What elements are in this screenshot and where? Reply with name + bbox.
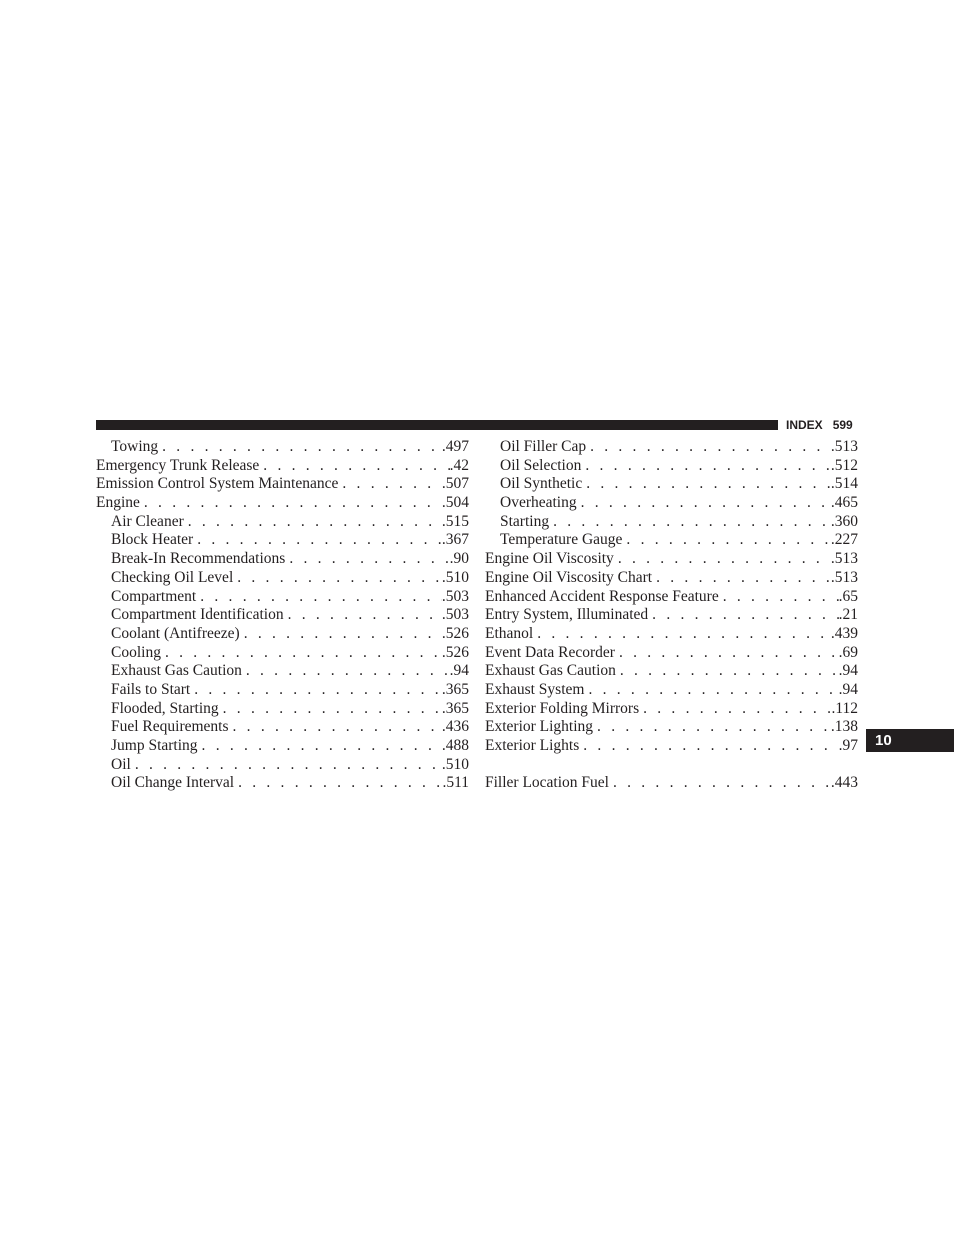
index-entry bbox=[96, 531, 469, 550]
index-term: Jump Starting bbox=[111, 737, 198, 754]
index-term: Overheating bbox=[500, 494, 577, 512]
dot-leader bbox=[586, 475, 831, 494]
index-page-ref: .227 bbox=[830, 531, 858, 549]
index-page-ref: .515 bbox=[441, 512, 469, 530]
page-number: 599 bbox=[832, 418, 853, 432]
index-entry bbox=[96, 475, 469, 494]
index-entry bbox=[96, 625, 469, 644]
index-term: Starting bbox=[500, 512, 550, 530]
dot-leader bbox=[643, 700, 831, 719]
index-page-ref: .507 bbox=[441, 475, 469, 493]
index-entry bbox=[96, 681, 469, 700]
index-entry bbox=[485, 457, 858, 476]
index-term: Exterior Folding Mirrors bbox=[485, 699, 640, 717]
dot-leader bbox=[618, 550, 831, 569]
index-term: Filler Location Fuel bbox=[485, 774, 609, 792]
index-page-ref: .138 bbox=[830, 718, 858, 736]
dot-leader bbox=[135, 756, 442, 775]
dot-leader bbox=[244, 625, 442, 644]
index-entry bbox=[96, 438, 469, 457]
index-term: Compartment bbox=[111, 587, 197, 605]
dot-leader bbox=[237, 569, 442, 588]
dot-leader bbox=[342, 475, 441, 494]
running-header bbox=[786, 417, 853, 433]
index-page-ref: .65 bbox=[838, 587, 858, 605]
dot-leader bbox=[233, 718, 442, 737]
index-page-ref: .510 bbox=[441, 568, 469, 586]
index-entry bbox=[485, 569, 858, 588]
dot-leader bbox=[197, 531, 442, 550]
index-entry bbox=[485, 774, 858, 793]
dot-leader bbox=[246, 662, 450, 681]
dot-leader bbox=[590, 438, 831, 457]
index-page-ref: .367 bbox=[441, 531, 469, 549]
dot-leader bbox=[289, 550, 449, 569]
index-term: Engine Oil Viscosity Chart bbox=[485, 568, 653, 586]
index-term: Oil Change Interval bbox=[111, 774, 235, 792]
index-term: Break-In Recommendations bbox=[111, 550, 286, 568]
dot-leader bbox=[202, 737, 442, 756]
index-term: Fuel Requirements bbox=[111, 718, 229, 736]
index-term: Temperature Gauge bbox=[500, 531, 623, 549]
dot-leader bbox=[165, 644, 442, 663]
index-entry bbox=[96, 569, 469, 588]
index-entry bbox=[96, 588, 469, 607]
index-page-ref: .439 bbox=[830, 624, 858, 642]
index-term: Checking Oil Level bbox=[111, 568, 234, 586]
index-term: Oil Synthetic bbox=[500, 475, 583, 493]
index-term: Event Data Recorder bbox=[485, 643, 615, 661]
index-page-ref: .497 bbox=[441, 438, 469, 455]
index-term: Emission Control System Maintenance bbox=[96, 475, 339, 493]
index-page-ref: .69 bbox=[838, 643, 858, 661]
dot-leader bbox=[583, 737, 838, 756]
dot-leader bbox=[194, 681, 442, 700]
index-page-ref: .511 bbox=[442, 774, 469, 792]
index-entry bbox=[485, 700, 858, 719]
index-entry bbox=[96, 737, 469, 756]
dot-leader bbox=[238, 774, 442, 793]
dot-leader bbox=[288, 606, 442, 625]
dot-leader bbox=[613, 774, 831, 793]
header-rule bbox=[96, 420, 778, 430]
index-page-ref: .360 bbox=[830, 512, 858, 530]
index-term: Exterior Lights bbox=[485, 737, 580, 754]
dot-leader bbox=[620, 662, 839, 681]
index-term: Exhaust System bbox=[485, 680, 585, 698]
index-term: Exhaust Gas Caution bbox=[111, 662, 242, 680]
chapter-tab: 10 bbox=[866, 729, 954, 752]
index-page-ref: .488 bbox=[441, 737, 469, 754]
index-term: Exhaust Gas Caution bbox=[485, 662, 616, 680]
index-term: Cooling bbox=[111, 643, 161, 661]
dot-leader bbox=[597, 718, 831, 737]
index-page-ref: .90 bbox=[449, 550, 469, 568]
index-entry bbox=[96, 644, 469, 663]
dot-leader bbox=[553, 513, 831, 532]
index-term: Engine Oil Viscosity bbox=[485, 550, 614, 568]
index-page-ref: .513 bbox=[830, 550, 858, 568]
index-page-ref: .42 bbox=[449, 456, 469, 474]
index-page-ref: .443 bbox=[830, 774, 858, 792]
dot-leader bbox=[581, 494, 831, 513]
index-term: Compartment Identification bbox=[111, 606, 284, 624]
index-term: Engine bbox=[96, 494, 140, 512]
index-entry bbox=[96, 513, 469, 532]
dot-leader bbox=[200, 588, 442, 607]
index-term: Fails to Start bbox=[111, 680, 191, 698]
index-page-ref: .503 bbox=[441, 606, 469, 624]
dot-leader bbox=[588, 681, 838, 700]
index-page-ref: .526 bbox=[441, 643, 469, 661]
dot-leader bbox=[585, 457, 831, 476]
index-entry bbox=[96, 662, 469, 681]
index-entry bbox=[96, 550, 469, 569]
dot-leader bbox=[723, 588, 839, 607]
index-term: Entry System, Illuminated bbox=[485, 606, 649, 624]
index-term: Oil Selection bbox=[500, 456, 582, 474]
index-term: Coolant (Antifreeze) bbox=[111, 624, 240, 642]
index-entry bbox=[96, 774, 469, 793]
index-page-ref: .94 bbox=[838, 680, 858, 698]
index-column-left bbox=[96, 438, 469, 793]
dot-leader bbox=[626, 531, 830, 550]
index-page-ref: .112 bbox=[831, 699, 858, 717]
index-entry bbox=[485, 531, 858, 550]
index-entry bbox=[96, 718, 469, 737]
index-entry bbox=[485, 475, 858, 494]
index-page-ref: .94 bbox=[449, 662, 469, 680]
dot-leader bbox=[162, 438, 442, 457]
index-entry bbox=[485, 681, 858, 700]
index-entry bbox=[96, 457, 469, 476]
index-page-ref: .436 bbox=[441, 718, 469, 736]
index-entry bbox=[485, 438, 858, 457]
index-entry bbox=[485, 606, 858, 625]
index-entry bbox=[485, 494, 858, 513]
dot-leader bbox=[223, 700, 442, 719]
index-page-ref: .514 bbox=[830, 475, 858, 493]
index-page-ref: .526 bbox=[441, 624, 469, 642]
index-term: Towing bbox=[111, 438, 159, 455]
index-term: Exterior Lighting bbox=[485, 718, 594, 736]
index-entry bbox=[96, 756, 469, 775]
index-entry bbox=[485, 662, 858, 681]
index-entry bbox=[485, 550, 858, 569]
index-entry bbox=[485, 644, 858, 663]
index-entry bbox=[485, 718, 858, 737]
dot-leader bbox=[656, 569, 831, 588]
index-entry bbox=[96, 494, 469, 513]
index-page-ref: .513 bbox=[830, 568, 858, 586]
index-entry bbox=[96, 606, 469, 625]
index-entry bbox=[485, 625, 858, 644]
index-entry bbox=[485, 513, 858, 532]
index-page-ref: .465 bbox=[830, 494, 858, 512]
index-page-ref: .94 bbox=[838, 662, 858, 680]
dot-leader bbox=[188, 513, 442, 532]
dot-leader bbox=[619, 644, 839, 663]
index-entry bbox=[485, 737, 858, 756]
index-entry bbox=[485, 588, 858, 607]
index-term: Block Heater bbox=[111, 531, 194, 549]
index-term: Oil bbox=[111, 755, 131, 773]
dot-leader bbox=[144, 494, 442, 513]
index-page-ref: .504 bbox=[441, 494, 469, 512]
index-term: Emergency Trunk Release bbox=[96, 456, 260, 474]
index-entry bbox=[96, 700, 469, 719]
index-term: Ethanol bbox=[485, 624, 534, 642]
index-page-ref: .512 bbox=[830, 456, 858, 474]
dot-leader bbox=[263, 457, 449, 476]
dot-leader bbox=[652, 606, 838, 625]
index-page-ref: .513 bbox=[830, 438, 858, 455]
index-page-ref: .365 bbox=[441, 680, 469, 698]
index-page-ref: .21 bbox=[838, 606, 858, 624]
index-page-ref: .365 bbox=[441, 699, 469, 717]
section-title: INDEX bbox=[786, 418, 823, 432]
index-term: Flooded, Starting bbox=[111, 699, 219, 717]
index-page-ref: .97 bbox=[838, 737, 858, 754]
dot-leader bbox=[537, 625, 831, 644]
index-page-ref: .510 bbox=[441, 755, 469, 773]
index-term: Air Cleaner bbox=[111, 512, 184, 530]
index-term: Oil Filler Cap bbox=[500, 438, 587, 455]
index-column-right bbox=[485, 438, 858, 793]
index-term: Enhanced Accident Response Feature bbox=[485, 587, 719, 605]
index-page-ref: .503 bbox=[441, 587, 469, 605]
